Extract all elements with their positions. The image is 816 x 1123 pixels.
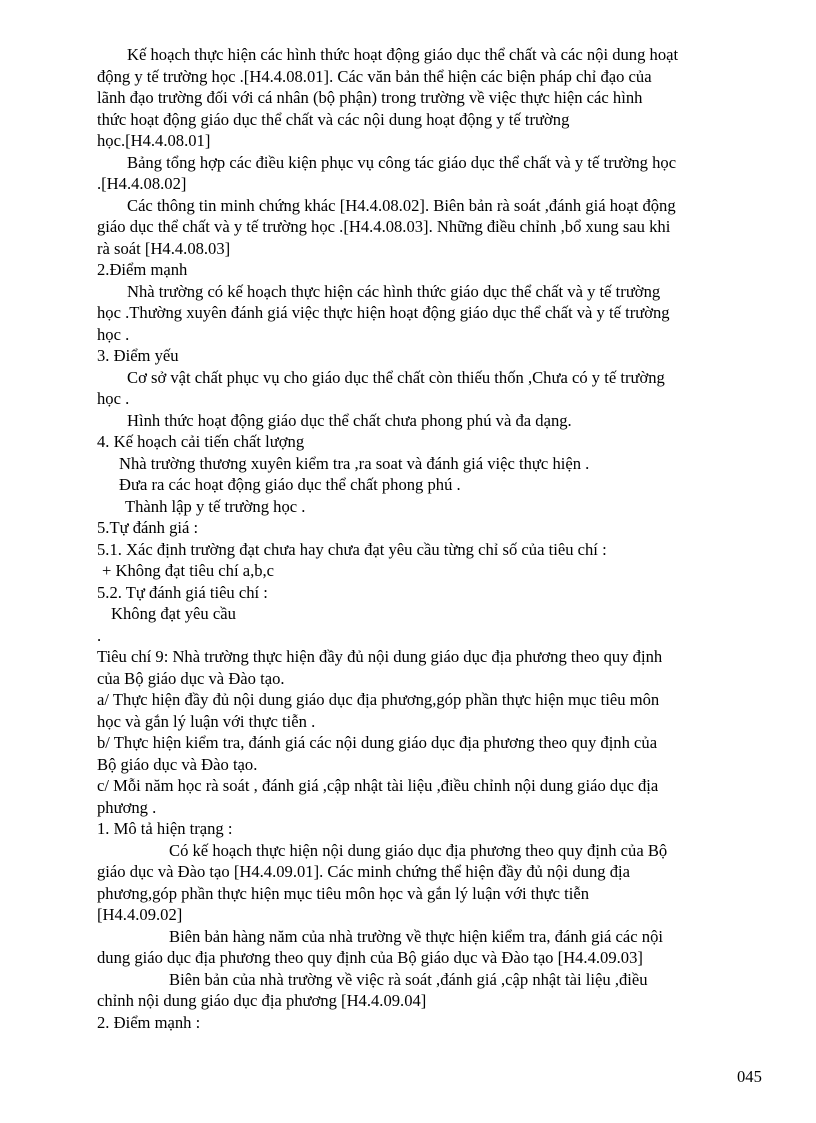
text-line: học . — [97, 324, 130, 344]
text-line: Cơ sở vật chất phục vụ cho giáo dục thể chất còn thiếu thốn ,Chưa có y tế trường — [127, 367, 665, 387]
paragraph-status-minutes — [97, 926, 767, 969]
text-line: động y tế trường học .[H4.4.08.01]. Các văn bản thể hiện các biện pháp chỉ đạo của — [97, 66, 652, 86]
text-line: Biên bản của nhà trường về việc rà soát ,đánh giá ,cập nhật tài liệu ,điều — [169, 969, 648, 989]
text-line: học .Thường xuyên đánh giá việc thực hiện hoạt động giáo dục thể chất và y tế trường — [97, 303, 670, 322]
criterion-9-item-b — [97, 732, 767, 775]
result-5-1: + Không đạt tiêu chí a,b,c — [102, 561, 275, 580]
paragraph-weakness-facilities — [97, 367, 767, 410]
separator-dot: . — [97, 625, 102, 645]
text-line: b/ Thực hiện kiểm tra, đánh giá các nội dung giáo dục địa phương theo quy định của — [97, 733, 658, 752]
text-line: dung giáo dục địa phương theo quy định của Bộ giáo dục và Đào tạo [H4.4.09.03] — [97, 948, 643, 967]
result-5-2: Không đạt yêu cầu — [111, 604, 236, 623]
text-line: Các thông tin minh chứng khác [H4.4.08.02]. Biên bản rà soát ,đánh giá hoạt động — [127, 195, 676, 215]
text-line: .[H4.4.08.02] — [97, 174, 187, 193]
heading-strengths-9: 2. Điểm mạnh : — [97, 1012, 201, 1032]
heading-strengths: 2.Điểm mạnh — [97, 260, 188, 279]
text-line: rà soát [H4.4.08.03] — [97, 238, 231, 258]
text-line: Có kế hoạch thực hiện nội dung giáo dục địa phương theo quy định của Bộ — [169, 840, 668, 860]
text-line: Bảng tổng hợp các điều kiện phục vụ công tác giáo dục thể chất và y tế trường học — [127, 152, 677, 172]
text-line: chỉnh nội dung giáo dục địa phương [H4.4.09.04] — [97, 991, 427, 1010]
text-line: giáo dục thể chất và y tế trường học .[H4.4.08.03]. Những điều chỉnh ,bổ xung sau khi — [97, 217, 671, 236]
text-line: Kế hoạch thực hiện các hình thức hoạt động giáo dục thể chất và các nội dung hoạt — [127, 45, 679, 64]
text-line: Bộ giáo dục và Đào tạo. — [97, 754, 258, 774]
text-line: phương . — [97, 797, 157, 817]
text-line: c/ Mỗi năm học rà soát , đánh giá ,cập nhật tài liệu ,điều chỉnh nội dung giáo dục địa — [97, 776, 659, 795]
paragraph-other-evidence — [97, 195, 767, 260]
plan-item: Đưa ra các hoạt động giáo dục thể chất phong phú . — [119, 475, 461, 494]
criterion-9-item-c — [97, 775, 767, 818]
text-line: [H4.4.09.02] — [97, 905, 183, 924]
paragraph-weakness-forms: Hình thức hoạt động giáo dục thể chất chưa phong phú và đa dạng. — [127, 410, 572, 430]
paragraph-status-review — [97, 969, 767, 1012]
subheading-5-2: 5.2. Tự đánh giá tiêu chí : — [97, 582, 268, 602]
heading-weaknesses: 3. Điểm yếu — [97, 346, 179, 365]
plan-item: Nhà trường thương xuyên kiểm tra ,ra soat và đánh giá việc thực hiện . — [119, 453, 590, 473]
paragraph-plan-records — [97, 44, 767, 152]
text-line: Tiêu chí 9: Nhà trường thực hiện đầy đủ nội dung giáo dục địa phương theo quy định — [97, 647, 663, 666]
text-line: a/ Thực hiện đầy đủ nội dung giáo dục địa phương,góp phần thực hiện mục tiêu môn — [97, 690, 660, 709]
plan-item: Thành lập y tế trường học . — [125, 496, 306, 516]
criterion-9-title — [97, 646, 767, 689]
heading-self-assessment: 5.Tự đánh giá : — [97, 518, 199, 537]
text-line: Nhà trường có kế hoạch thực hiện các hình thức giáo dục thể chất và y tế trường — [127, 281, 661, 301]
text-line: thức hoạt động giáo dục thể chất và các nội dung hoạt động y tế trường — [97, 109, 570, 129]
paragraph-summary-table — [97, 152, 767, 195]
subheading-5-1: 5.1. Xác định trường đạt chưa hay chưa đạt yêu cầu từng chỉ số của tiêu chí : — [97, 539, 607, 559]
text-line: phương,góp phần thực hiện mục tiêu môn học và gắn lý luận với thực tiễn — [97, 883, 590, 903]
criterion-9-item-a — [97, 689, 767, 732]
text-line: học . — [97, 389, 130, 408]
document-body — [97, 44, 767, 1033]
text-line: lãnh đạo trường đối với cá nhân (bộ phận) trong trường về việc thực hiện các hình — [97, 88, 643, 107]
heading-improvement-plan: 4. Kế hoạch cải tiến chất lượng — [97, 432, 305, 451]
paragraph-status-plan — [97, 840, 767, 926]
text-line: học và gắn lý luận với thực tiễn . — [97, 711, 316, 731]
page-number: 045 — [737, 1067, 762, 1086]
text-line: Biên bản hàng năm của nhà trường về thực hiện kiểm tra, đánh giá các nội — [169, 926, 663, 946]
text-line: của Bộ giáo dục và Đào tạo. — [97, 668, 285, 688]
text-line: giáo dục và Đào tạo [H4.4.09.01]. Các minh chứng thể hiện đầy đủ nội dung địa — [97, 862, 630, 881]
paragraph-strengths — [97, 281, 767, 346]
text-line: học.[H4.4.08.01] — [97, 131, 211, 150]
heading-current-status: 1. Mô tả hiện trạng : — [97, 819, 233, 838]
